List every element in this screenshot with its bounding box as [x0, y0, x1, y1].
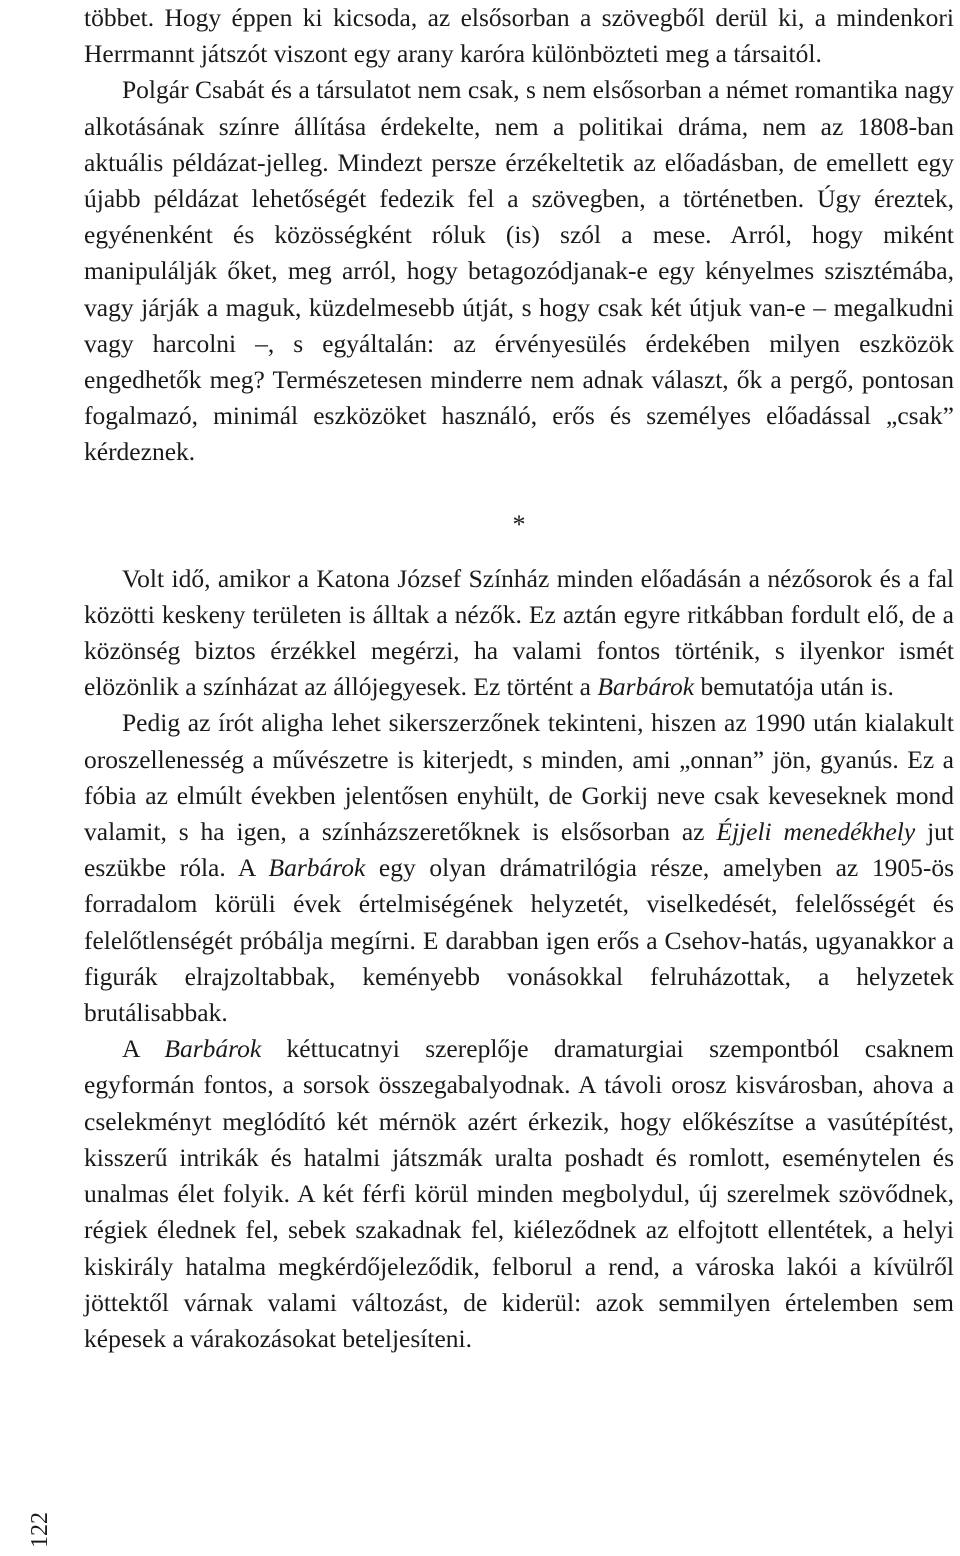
paragraph: [84, 1031, 954, 1357]
text-run: kéttucatnyi szereplője dramaturgiai szempontból csaknem egyformán fontos, a sorsok összegabalyodnak. A távoli orosz kisvárosban, ahova a cselekményt meglódító két mérnök azért érkezik, hogy előkészítse a vasútépítést, kisszerű intrikák és hatalmi játszmák uralta poshadt és romlott, eseménytelen és unalmas élet folyik. A két férfi körül minden megbolydul, új szerelmek szövődnek, régiek élednek fel, sebek szakadnak fel, kiéleződnek az elfojtott ellentétek, a helyi kiskirály hatalma megkérdőjeleződik, felborul a rend, a városka lakói a kívülről jöttektől várnak valami változást, de kiderül: azok semmilyen értelemben sem képesek a várakozásokat beteljesíteni.: [84, 1034, 954, 1353]
title-italic: Éjjeli menedékhely: [716, 817, 916, 847]
section-separator: *: [512, 509, 526, 539]
text-run: Pedig az írót aligha lehet sikerszerzőnek tekinteni, hiszen az 1990 után kialakult oroszellenesség a művészetre is kiterjedt, s minden, ami „onnan” jön, gyanús. Ez a fóbia az elmúlt években jelentősen enyhült, de Gorkij neve csak keveseknek mond valamit, s ha igen, a színházszeretőknek is elsősorban az: [84, 708, 954, 847]
text-run: bemutatója után is.: [694, 672, 894, 702]
paragraph: Polgár Csabát és a társulatot nem csak, s nem elsősorban a német romantika nagy alkotásának színre állítása érdekelte, nem a politikai dráma, nem az 1808-ban aktuális példázat-jelleg. Mindezt persze érzékeltetik az előadásban, de emellett egy újabb példázat lehetőségét fedezik fel a szövegben, a történetben. Úgy éreztek, egyénenként és közösségként róluk (is) szól a mese. Arról, hogy miként manipulálják őket, meg arról, hogy betagozódjanak-e egy kényelmes szisztémába, vagy járják a maguk, küzdelmesebb útját, s hogy csak két útjuk van-e – megalkudni vagy harcolni –, s egyáltalán: az érvényesülés érdekében milyen eszközök engedhetők meg? Természetesen minderre nem adnak választ, ők a pergő, pontosan fogalmazó, minimál eszközöket használó, erős és személyes előadással „csak” kérdeznek.: [84, 75, 954, 467]
text-run: Volt idő, amikor a Katona József Színház minden előadásán a nézősorok és a fal közötti keskeny területen is álltak a nézők. Ez aztán egyre ritkábban fordult elő, de a közönség biztos érzékkel megérzi, ha valami fontos történik, s ilyenkor ismét elözönlik a színházat az állójegyesek. Ez történt a: [84, 563, 954, 702]
title-italic: Barbárok: [597, 672, 695, 702]
page-number-text: 122: [27, 1512, 53, 1548]
body-text: [84, 0, 954, 1357]
title-italic: Barbárok: [268, 853, 366, 883]
text-run: jut eszükbe róla. A: [84, 817, 954, 883]
paragraph: [84, 705, 954, 1031]
text-run: A: [122, 1034, 165, 1064]
text-run: egy olyan drámatrilógia része, amelyben az 1905-ös forradalom körüli évek értelmiségének helyzetét, viselkedését, felelősségét és felelőtlenségét próbálja megírni. E darabban igen erős a Csehov-hatás, ugyanakkor a figurák elrajzoltabbak, keményebb vonásokkal felruházottak, a helyzetek brutálisabbak.: [84, 853, 954, 1028]
paragraph: [84, 561, 954, 706]
page-number: [20, 1500, 60, 1556]
title-italic: Barbárok: [164, 1034, 262, 1064]
paragraph-continuation: többet. Hogy éppen ki kicsoda, az elsősorban a szövegből derül ki, a mindenkori Herrmannt játszót viszont egy arany karóra különbözteti meg a társaitól.: [84, 3, 954, 69]
